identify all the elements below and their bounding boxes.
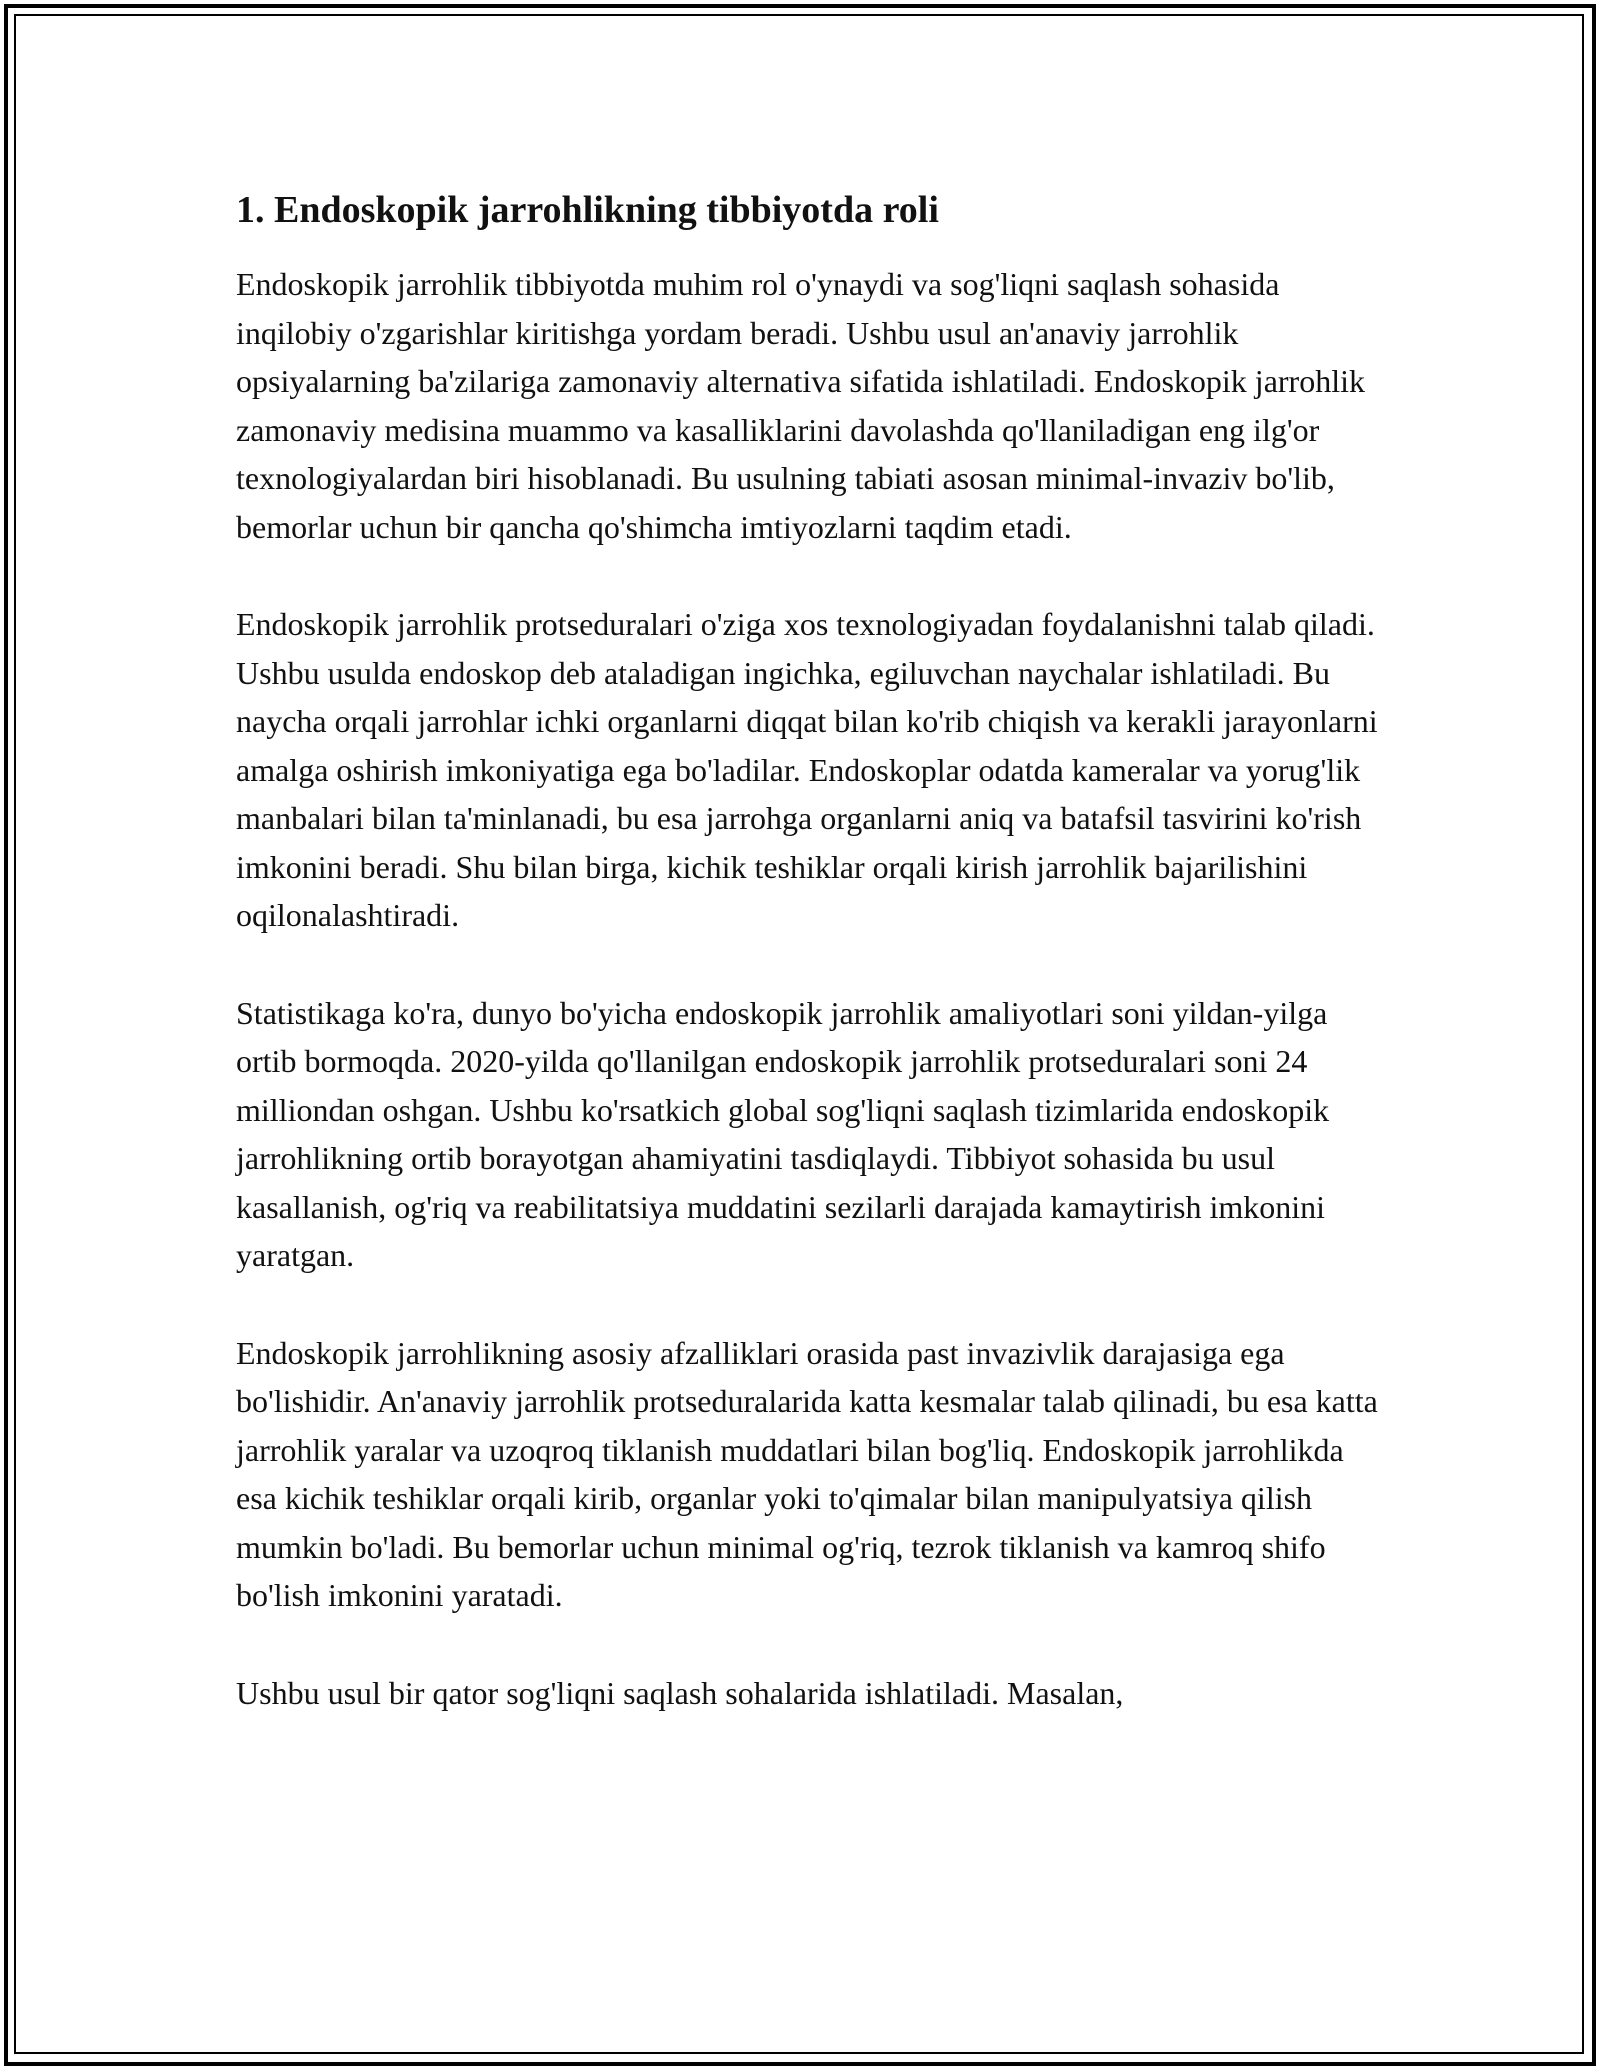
section-heading: 1. Endoskopik jarrohlikning tibbiyotda roli — [236, 189, 939, 231]
paragraph-2: Endoskopik jarrohlik protseduralari o'ziga xos texnologiyadan foydalanishni talab qiladi. Ushbu usulda endoskop deb ataladigan ingichka, egiluvchan naychalar ishlatiladi. Bu naycha orqali jarrohlar ichki organlarni diqqat bilan ko'rib chiqish va kerakli jarayonlarni amalga oshirish imkoniyatiga ega bo'ladilar. Endoskoplar odatda kameralar va yorug'lik manbalari bilan ta'minlanadi, bu esa jarrohga organlarni aniq va batafsil tasvirini ko'rish imkonini beradi. Shu bilan birga, kichik teshiklar orqali kirish jarrohlik bajarilishini oqilonalashtiradi. — [236, 606, 1378, 933]
document-body — [236, 186, 1386, 1766]
paragraph-5: Ushbu usul bir qator sog'liqni saqlash sohalarida ishlatiladi. Masalan, — [236, 1674, 1124, 1711]
paragraph-4: Endoskopik jarrohlikning asosiy afzalliklari orasida past invazivlik darajasiga ega bo'lishidir. An'anaviy jarrohlik protseduralarida katta kesmalar talab qilinadi, bu esa katta jarrohlik yaralar va uzoqroq tiklanish muddatlari bilan bog'liq. Endoskopik jarrohlikda esa kichik teshiklar orqali kirib, organlar yoki to'qimalar bilan manipulyatsiya qilish mumkin bo'ladi. Bu bemorlar uchun minimal og'riq, tezrok tiklanish va kamroq shifo bo'lish imkonini yaratadi. — [236, 1334, 1378, 1613]
paragraph-3: Statistikaga ko'ra, dunyo bo'yicha endoskopik jarrohlik amaliyotlari soni yildan-yilga ortib bormoqda. 2020-yilda qo'llanilgan endoskopik jarrohlik protseduralari soni 24 milliondan oshgan. Ushbu ko'rsatkich global sog'liqni saqlash tizimlarida endoskopik jarrohlikning ortib borayotgan ahamiyatini tasdiqlaydi. Tibbiyot sohasida bu usul kasallanish, og'riq va reabilitatsiya muddatini sezilarli darajada kamaytirish imkonini yaratgan. — [236, 994, 1330, 1273]
paragraph-1: Endoskopik jarrohlik tibbiyotda muhim rol o'ynaydi va sog'liqni saqlash sohasida inqilobiy o'zgarishlar kiritishga yordam beradi. Ushbu usul an'anaviy jarrohlik opsiyalarning ba'zilariga zamonaviy alternativa sifatida ishlatiladi. Endoskopik jarrohlik zamonaviy medisina muammo va kasalliklarini davolashda qo'llaniladigan eng ilg'or texnologiyalardan biri hisoblanadi. Bu usulning tabiati asosan minimal-invaziv bo'lib, bemorlar uchun bir qancha qo'shimcha imtiyozlarni taqdim etadi. — [236, 266, 1365, 545]
